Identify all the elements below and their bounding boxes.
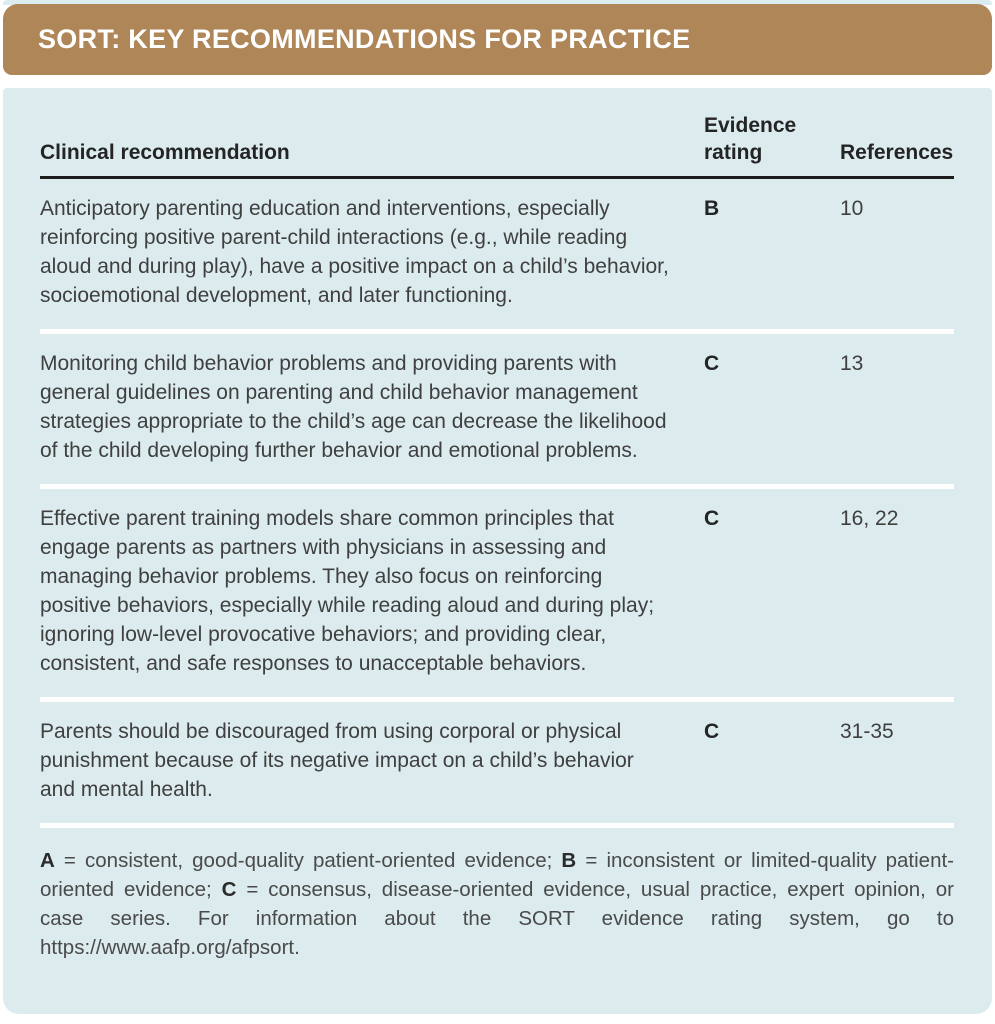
recommendation-cell: Effective parent training models share common principles that engage parents as partners with physicians in assessing and managing behavior problems. They also focus on reinforcing positive behaviors, especially while reading aloud and during play; ignoring low-level provocative behaviors; and providing clear, consistent, and safe responses to unacceptable behaviors. bbox=[40, 507, 655, 675]
table-header-row bbox=[40, 112, 954, 176]
figure-title: SORT: KEY RECOMMENDATIONS FOR PRACTICE bbox=[38, 24, 691, 54]
column-header-evidence-rating: Evidence rating bbox=[704, 114, 797, 164]
recommendation-cell: Anticipatory parenting education and interventions, especially reinforcing positive parent-child interactions (e.g., while reading aloud and during play), have a positive impact on a child’s behavior, socioemotional development, and later functioning. bbox=[40, 197, 669, 307]
sort-footnote bbox=[40, 828, 954, 962]
evidence-rating-cell: C bbox=[704, 720, 720, 743]
recommendation-cell: Monitoring child behavior problems and providing parents with general guidelines on parenting and child behavior management strategies appropriate to the child’s age can decrease the likelihood of the child developing further behavior and emotional problems. bbox=[40, 352, 667, 462]
recommendation-cell: Parents should be discouraged from using corporal or physical punishment because of its negative impact on a child’s behavior and mental health. bbox=[40, 720, 634, 801]
table-row bbox=[40, 489, 954, 702]
table-row bbox=[40, 179, 954, 334]
sort-table-panel bbox=[3, 88, 992, 1014]
references-cell: 31-35 bbox=[840, 720, 894, 743]
footnote-text: = inconsistent or limited-quality patient-oriented evidence; bbox=[40, 849, 954, 901]
table-row bbox=[40, 702, 954, 828]
evidence-rating-cell: C bbox=[704, 507, 720, 530]
footnote-grade-b: B bbox=[561, 849, 577, 872]
references-cell: 13 bbox=[840, 352, 864, 375]
table-row bbox=[40, 334, 954, 489]
column-header-clinical-recommendation: Clinical recommendation bbox=[40, 141, 290, 164]
footnote-text: = consensus, disease-oriented evidence, usual practice, expert opinion, or case series. For information about the SORT evidence rating system, go to https://www.aafp.org/afpsort. bbox=[40, 878, 954, 959]
evidence-rating-cell: B bbox=[704, 197, 720, 220]
footnote-grade-a: A bbox=[40, 849, 55, 872]
references-cell: 10 bbox=[840, 197, 864, 220]
column-header-references: References bbox=[840, 141, 954, 164]
figure-title-bar bbox=[3, 4, 992, 75]
references-cell: 16, 22 bbox=[840, 507, 899, 530]
footnote-text: = consistent, good-quality patient-oriented evidence; bbox=[54, 849, 562, 872]
footnote-grade-c: C bbox=[221, 878, 237, 901]
evidence-rating-cell: C bbox=[704, 352, 720, 375]
